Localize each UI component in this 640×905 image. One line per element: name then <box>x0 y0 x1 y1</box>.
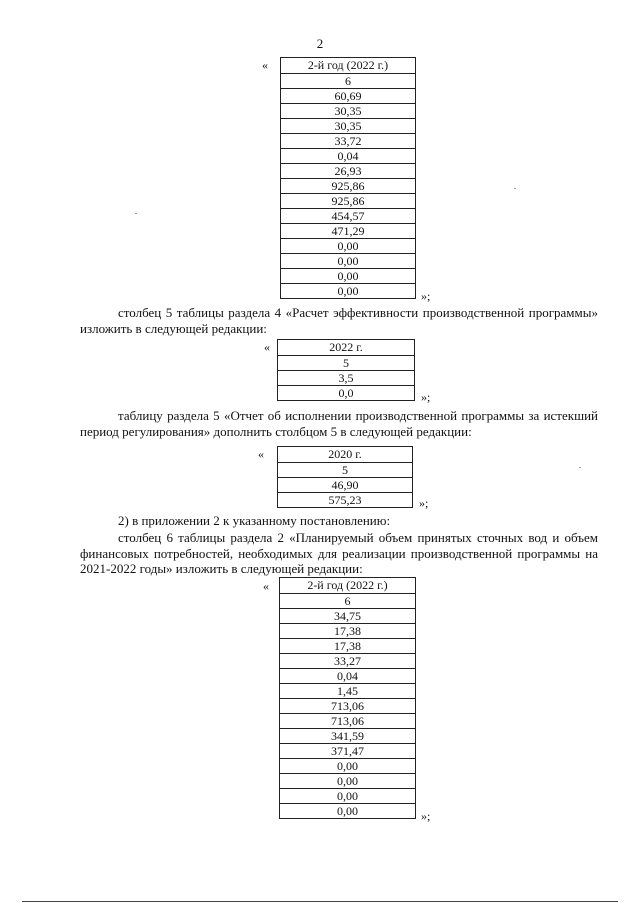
scan-speck <box>135 213 137 214</box>
table-cell: 60,69 <box>281 89 416 104</box>
table-cell: 371,47 <box>280 744 416 759</box>
table-cell: 1,45 <box>280 684 416 699</box>
table-header: 2-й год (2022 г.) <box>280 578 416 594</box>
table-header: 2020 г. <box>278 447 413 463</box>
table-cell: 26,93 <box>281 164 416 179</box>
table-cell: 0,04 <box>280 669 416 684</box>
table-1 <box>280 57 416 299</box>
table-cell: 0,00 <box>280 789 416 804</box>
quote-close: »; <box>421 289 431 303</box>
table-cell: 454,57 <box>281 209 416 224</box>
table-cell: 575,23 <box>278 493 413 508</box>
table-cell: 17,38 <box>280 639 416 654</box>
table-cell: 33,72 <box>281 134 416 149</box>
table-cell: 0,04 <box>281 149 416 164</box>
table-cell: 0,00 <box>280 774 416 789</box>
table-cell: 925,86 <box>281 194 416 209</box>
table-cell: 0,00 <box>281 269 416 284</box>
table-cell: 17,38 <box>280 624 416 639</box>
table-cell: 6 <box>281 74 416 89</box>
table-cell: 0,00 <box>281 254 416 269</box>
table-cell: 0,00 <box>280 804 416 819</box>
quote-open: « <box>262 58 268 72</box>
table-cell: 6 <box>280 594 416 609</box>
page-bottom-rule <box>22 901 618 902</box>
quote-open: « <box>258 447 264 461</box>
quote-close: »; <box>421 390 431 404</box>
paragraph-2: таблицу раздела 5 «Отчет об исполнении производственной программы за истекший период регулирования» дополнить столбцом 5 в следующей редакции: <box>80 408 598 439</box>
quote-open: « <box>264 340 270 354</box>
table-2 <box>277 339 415 401</box>
table-header: 2022 г. <box>278 340 415 356</box>
paragraph-3: 2) в приложении 2 к указанному постановлению: <box>118 513 391 528</box>
table-cell: 3,5 <box>278 371 415 386</box>
page-number: 2 <box>316 36 324 51</box>
table-4 <box>279 577 416 819</box>
quote-close: »; <box>421 809 431 823</box>
table-cell: 5 <box>278 356 415 371</box>
table-cell: 30,35 <box>281 119 416 134</box>
table-cell: 925,86 <box>281 179 416 194</box>
paragraph-1: столбец 5 таблицы раздела 4 «Расчет эффективности производственной программы» изложить в следующей редакции: <box>80 305 598 336</box>
scan-speck <box>514 188 516 189</box>
table-cell: 33,27 <box>280 654 416 669</box>
table-cell: 0,00 <box>281 284 416 299</box>
table-cell: 0,00 <box>280 759 416 774</box>
table-cell: 34,75 <box>280 609 416 624</box>
scan-speck <box>579 467 581 468</box>
table-cell: 0,00 <box>281 239 416 254</box>
table-cell: 0,0 <box>278 386 415 401</box>
table-cell: 713,06 <box>280 714 416 729</box>
table-cell: 5 <box>278 463 413 478</box>
paragraph-4: столбец 6 таблицы раздела 2 «Планируемый объем принятых сточных вод и объем финансовых потребностей, необходимых для реализации производственной программы на 2021-2022 годы» изложить в следующей редакции: <box>80 530 598 576</box>
table-header: 2-й год (2022 г.) <box>281 58 416 74</box>
table-cell: 30,35 <box>281 104 416 119</box>
table-cell: 471,29 <box>281 224 416 239</box>
table-3 <box>277 446 413 508</box>
quote-open: « <box>263 579 269 593</box>
table-cell: 341,59 <box>280 729 416 744</box>
table-cell: 713,06 <box>280 699 416 714</box>
table-cell: 46,90 <box>278 478 413 493</box>
quote-close: »; <box>419 496 429 510</box>
